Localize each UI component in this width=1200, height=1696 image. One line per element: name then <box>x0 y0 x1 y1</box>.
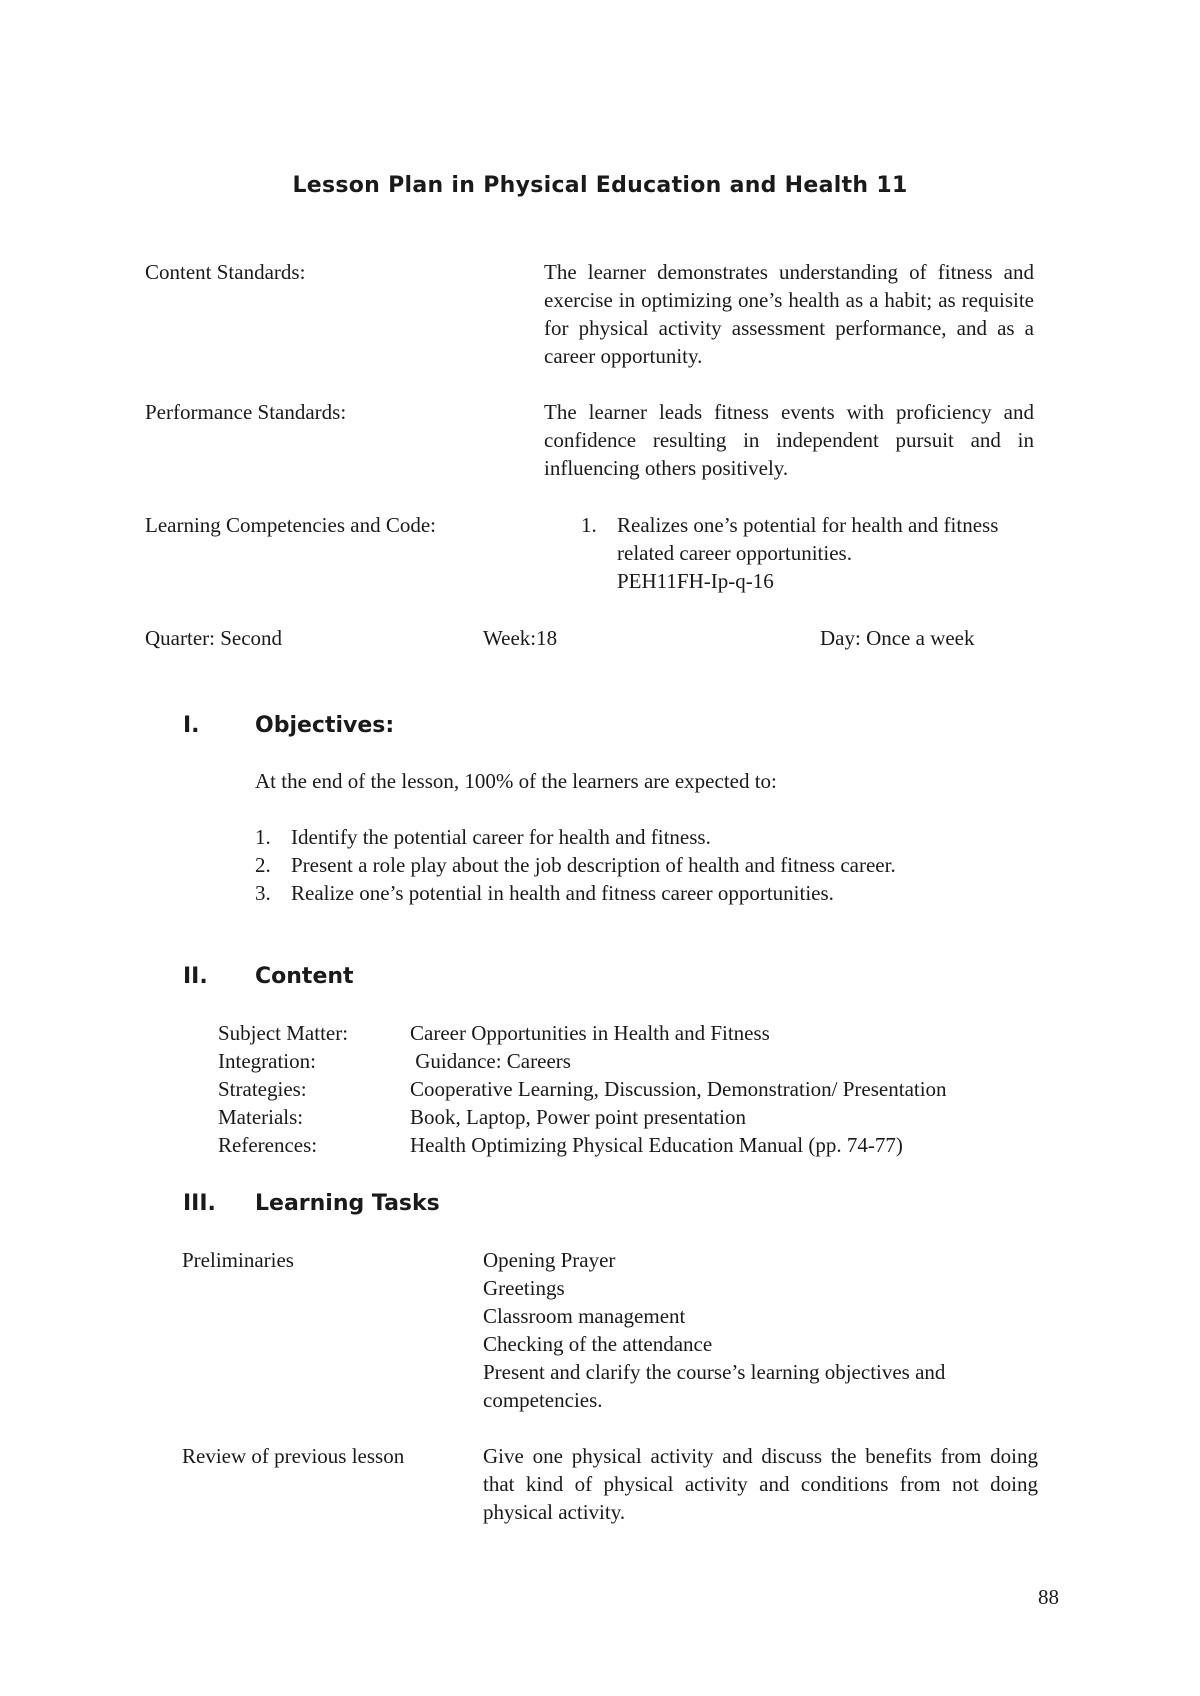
competencies-label: Learning Competencies and Code: <box>145 513 436 537</box>
row-value: Cooperative Learning, Discussion, Demonstration/ Presentation <box>410 1077 947 1101</box>
week-label: Week:18 <box>483 626 558 650</box>
preliminaries-list <box>483 1246 1038 1358</box>
section-learning-tasks-heading <box>0 1190 1200 1220</box>
performance-standards-label: Performance Standards: <box>145 400 347 424</box>
list-item-number: 2. <box>255 853 271 877</box>
section-title: Learning Tasks <box>255 1191 440 1216</box>
day-label: Day: Once a week <box>820 626 975 650</box>
row-value: Career Opportunities in Health and Fitness <box>410 1021 770 1045</box>
list-item-text: Realize one’s potential in health and fitness career opportunities. <box>291 881 834 905</box>
review-label: Review of previous lesson <box>182 1444 405 1468</box>
quarter-label: Quarter: Second <box>145 626 283 650</box>
content-standards-label: Content Standards: <box>145 260 306 284</box>
list-item-text: Present a role play about the job description of health and fitness career. <box>291 853 896 877</box>
row-value: Health Optimizing Physical Education Manual (pp. 74-77) <box>410 1133 903 1157</box>
section-number: I. <box>183 713 200 738</box>
section-content-heading <box>0 963 1200 993</box>
section-number: II. <box>183 964 208 989</box>
list-item: Present and clarify the course’s learning objectives and competencies. <box>483 1360 946 1412</box>
list-item-number: 1. <box>255 825 271 849</box>
row-key: Strategies: <box>218 1077 307 1101</box>
page-number: 88 <box>1038 1585 1059 1609</box>
page-title: Lesson Plan in Physical Education and Health 11 <box>292 173 908 198</box>
row-key: Subject Matter: <box>218 1021 349 1045</box>
competency-item <box>617 511 1037 595</box>
row-value: Guidance: Careers <box>410 1049 571 1073</box>
list-item-number: 3. <box>255 881 271 905</box>
competency-code: PEH11FH-Ip-q-16 <box>617 569 774 593</box>
list-item: Classroom management <box>483 1304 686 1328</box>
preliminaries-label: Preliminaries <box>182 1248 294 1272</box>
section-objectives-heading <box>0 712 1200 742</box>
row-key: References: <box>218 1133 318 1157</box>
objectives-intro: At the end of the lesson, 100% of the learners are expected to: <box>255 769 777 793</box>
row-key: Materials: <box>218 1105 304 1129</box>
row-key: Integration: <box>218 1049 316 1073</box>
content-standards-text: The learner demonstrates understanding of fitness and exercise in optimizing one’s health as a habit; as requisite for physical activity assessment performance, and as a career opportunity. <box>544 260 1034 368</box>
list-item: Opening Prayer <box>483 1248 616 1272</box>
performance-standards-text: The learner leads fitness events with proficiency and confidence resulting in independent pursuit and in influencing others positively. <box>544 400 1034 480</box>
competency-number: 1. <box>581 513 597 537</box>
row-value: Book, Laptop, Power point presentation <box>410 1105 746 1129</box>
section-number: III. <box>183 1191 216 1216</box>
section-title: Objectives: <box>255 713 395 738</box>
section-title: Content <box>255 964 354 989</box>
review-text: Give one physical activity and discuss the benefits from doing that kind of physical activity and conditions from not doing physical activity. <box>483 1444 1038 1524</box>
list-item: Checking of the attendance <box>483 1332 713 1356</box>
competency-text: Realizes one’s potential for health and fitness related career opportunities. <box>617 513 999 565</box>
list-item-text: Identify the potential career for health and fitness. <box>291 825 711 849</box>
list-item: Greetings <box>483 1276 565 1300</box>
